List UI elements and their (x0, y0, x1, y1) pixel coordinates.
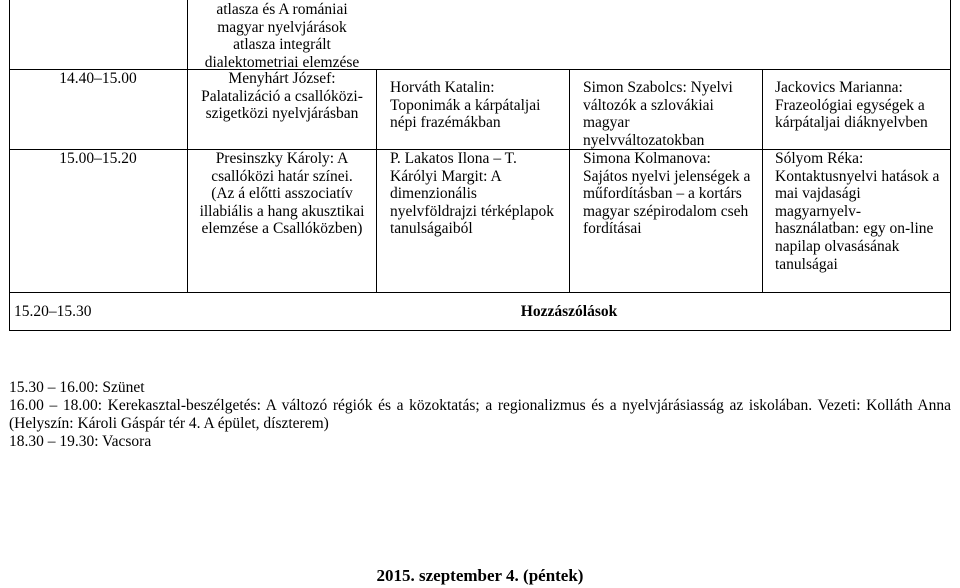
comments-label: Hozzászólások (520, 303, 618, 320)
roundtable-line: 16.00 – 18.00: Kerekasztal-beszélgetés: A változó régiók és a közoktatás; a regionalizmus és a nyelvjárásiasság az iskolában. Vezeti: Kolláth Anna (Helyszín: Károli Gáspár tér 4. A épület, díszterem) (9, 397, 951, 432)
time-cell: 15.20–15.30 (14, 303, 92, 320)
column-divider (569, 69, 570, 293)
session-cell: Sólyom Réka: Kontaktusnyelvi hatások a mai vajdasági magyarnyelv- használatban: egy on-line napilap olvasásának tanulságai (775, 150, 940, 273)
dinner-line: 18.30 – 19.30: Vacsora (9, 433, 152, 450)
time-cell: 14.40–15.00 (59, 70, 137, 87)
session-cell: Simon Szabolcs: Nyelvi változók a szlovákiai magyar nyelvváltozatokban (583, 79, 733, 149)
session-cell: Jackovics Marianna: Frazeológiai egységek a kárpátaljai diáknyelvben (775, 79, 928, 132)
column-divider (762, 69, 763, 293)
session-cell: Presinszky Károly: A csallóközi határ színei. (Az á előtti asszociatív illabiális a hang akusztikai elemzése a Csallóközben) (199, 150, 365, 238)
time-cell: 15.00–15.20 (59, 150, 137, 167)
session-cell: Horváth Katalin: Toponimák a kárpátaljai népi frazémákban (390, 79, 541, 132)
program-table (9, 0, 951, 350)
date-heading: 2015. szeptember 4. (péntek) (376, 566, 584, 585)
top-row-col2: atlasza és A romániai magyar nyelvjárások atlasza integrált dialektometriai elemzése (204, 1, 360, 71)
row-divider (9, 330, 951, 331)
session-cell: P. Lakatos Ilona – T. Kárólyi Margit: A dimenzionális nyelvföldrajzi térképlapok tanulságaiból (390, 150, 554, 238)
session-cell: Simona Kolmanova: Sajátos nyelvi jelenségek a műfordításban – a kortárs magyar szépirodalom cseh fordításai (583, 150, 751, 238)
break-line: 15.30 – 16.00: Szünet (9, 379, 145, 396)
row-divider (9, 292, 951, 293)
session-cell: Menyhárt József: Palatalizáció a csallóközi- szigetközi nyelvjárásban (201, 70, 363, 123)
